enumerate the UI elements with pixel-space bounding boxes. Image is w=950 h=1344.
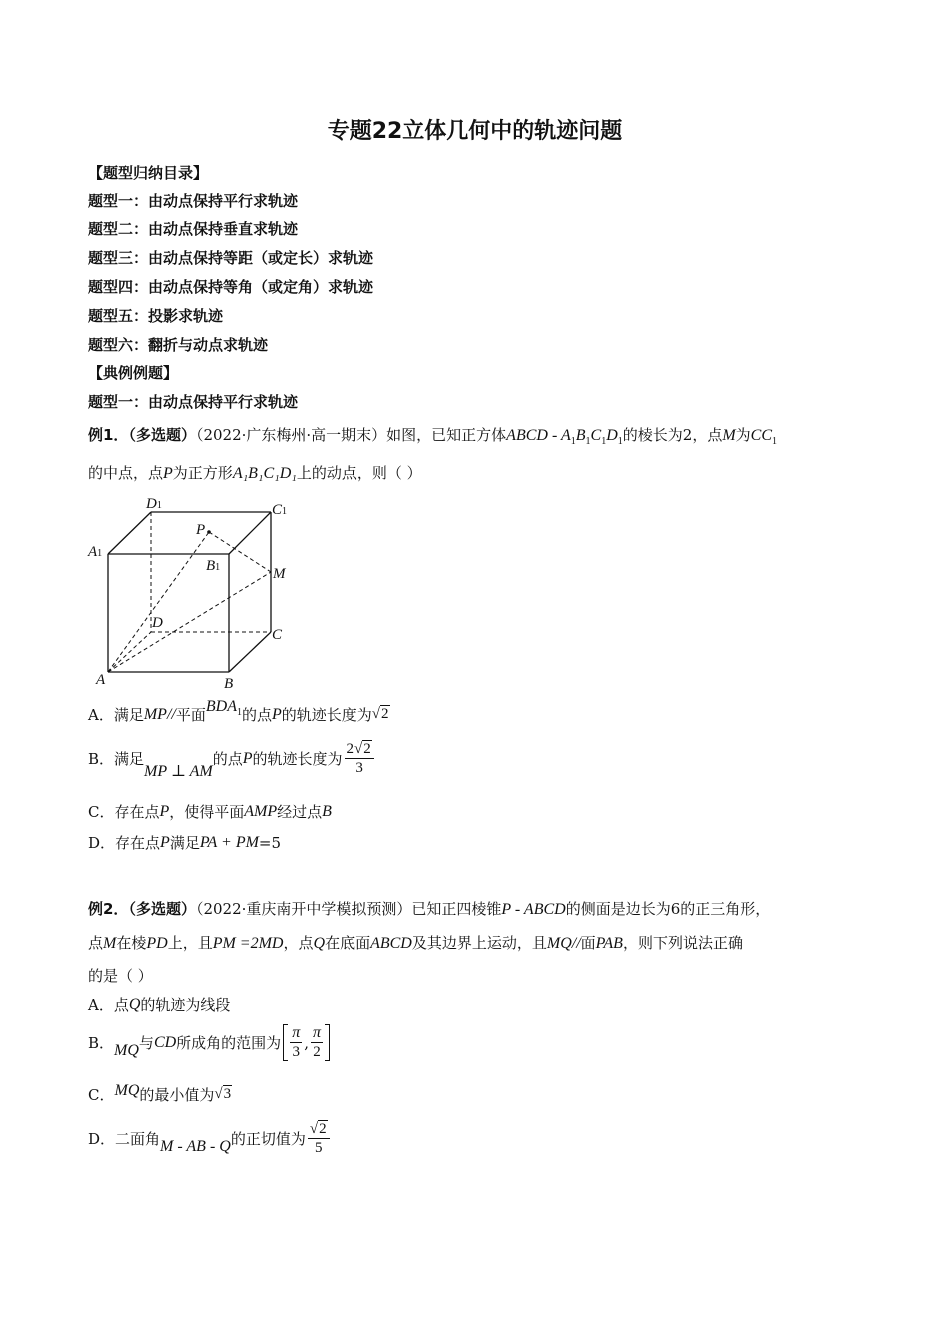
ex2-option-b[interactable]: B． MQ 与 CD 所成角的范围为 $\frac{\pi}{3}$ , $\frac{\pi}{2}$	[88, 1024, 330, 1061]
catalog-item-4: 题型四：由动点保持等角（或定角）求轨迹	[88, 278, 374, 296]
ex2-line-3: 的是（ ）	[88, 967, 153, 985]
segment-am	[108, 572, 271, 672]
edge-c1b1	[229, 512, 271, 554]
segment-ap	[108, 532, 209, 672]
ex1-option-b[interactable]: B．满足 MP ⊥ AM 的点 P 的轨迹长度为 $\frac{2√2}{3}$	[88, 740, 376, 777]
ex2-option-a[interactable]: A．点 Q 的轨迹为线段	[88, 995, 231, 1014]
ex2-line-1: 例2．（多选题）（2022·重庆南开中学模拟预测）已知正四棱锥P - ABCD的侧面是边长为6的正三角形，	[88, 900, 771, 918]
section-heading-1: 题型一：由动点保持平行求轨迹	[88, 393, 299, 411]
cube-name: ABCD - $A_1B_1C_1D_1$	[506, 427, 623, 448]
catalog-item-3: 题型三：由动点保持等距（或定长）求轨迹	[88, 249, 374, 267]
label-c1: C1	[272, 502, 288, 518]
catalog-item-6: 题型六：翻折与动点求轨迹	[88, 336, 269, 354]
label-b1: B1	[206, 558, 221, 574]
cube-figure	[86, 494, 306, 694]
ex1-line-1: 例1．（多选题）（2022·广东梅州·高一期末）如图，已知正方体ABCD - $A_1B_1C_1D_1$的棱长为2，点M为$CC_1$	[88, 426, 778, 448]
ex1-option-a[interactable]: A．满足 MP// 平面 $BDA_1$ 的点 P 的轨迹长度为 √2	[88, 698, 389, 724]
label-m: M	[273, 566, 286, 582]
label-a: A	[96, 672, 106, 688]
label-b: B	[224, 676, 234, 692]
label-p: P	[196, 522, 206, 538]
catalog-heading: 【题型归纳目录】	[88, 164, 209, 182]
ex1-option-d[interactable]: D．存在点 P 满足 PA + PM =5	[88, 833, 282, 852]
ex2-line-2: 点M在棱PD上，且PM =2MD，点Q在底面ABCD及其边界上运动，且MQ//面PAB，则下列说法正确	[88, 934, 743, 952]
edge-ad-hidden	[108, 632, 151, 672]
examples-heading: 【典例例题】	[88, 364, 179, 382]
catalog-item-5: 题型五：投影求轨迹	[88, 307, 224, 325]
ex2-option-c[interactable]: C． MQ 的最小值为 √3	[88, 1081, 232, 1104]
ex1-line-2: 的中点，点P为正方形A₁B₁C₁D₁上的动点，则（ ）	[88, 464, 422, 482]
ex2-option-d[interactable]: D．二面角 M - AB - Q 的正切值为 $\frac{√2}{5}$	[88, 1120, 332, 1157]
label-d: D	[152, 615, 163, 631]
label-c: C	[272, 627, 283, 643]
catalog-item-1: 题型一：由动点保持平行求轨迹	[88, 192, 299, 210]
label-a1: A1	[88, 544, 103, 560]
edge-cb	[229, 632, 271, 672]
ex1-option-c[interactable]: C．存在点 P ，使得平面 AMP 经过点 B	[88, 802, 332, 821]
edge-a1d1	[108, 512, 151, 554]
page-title: 专题22立体几何中的轨迹问题	[327, 119, 623, 144]
catalog-item-2: 题型二：由动点保持垂直求轨迹	[88, 220, 299, 238]
label-d1: D1	[146, 496, 162, 512]
angle-range-bracket: $\frac{\pi}{3}$ , $\frac{\pi}{2}$	[283, 1024, 330, 1061]
point-p	[207, 530, 211, 534]
